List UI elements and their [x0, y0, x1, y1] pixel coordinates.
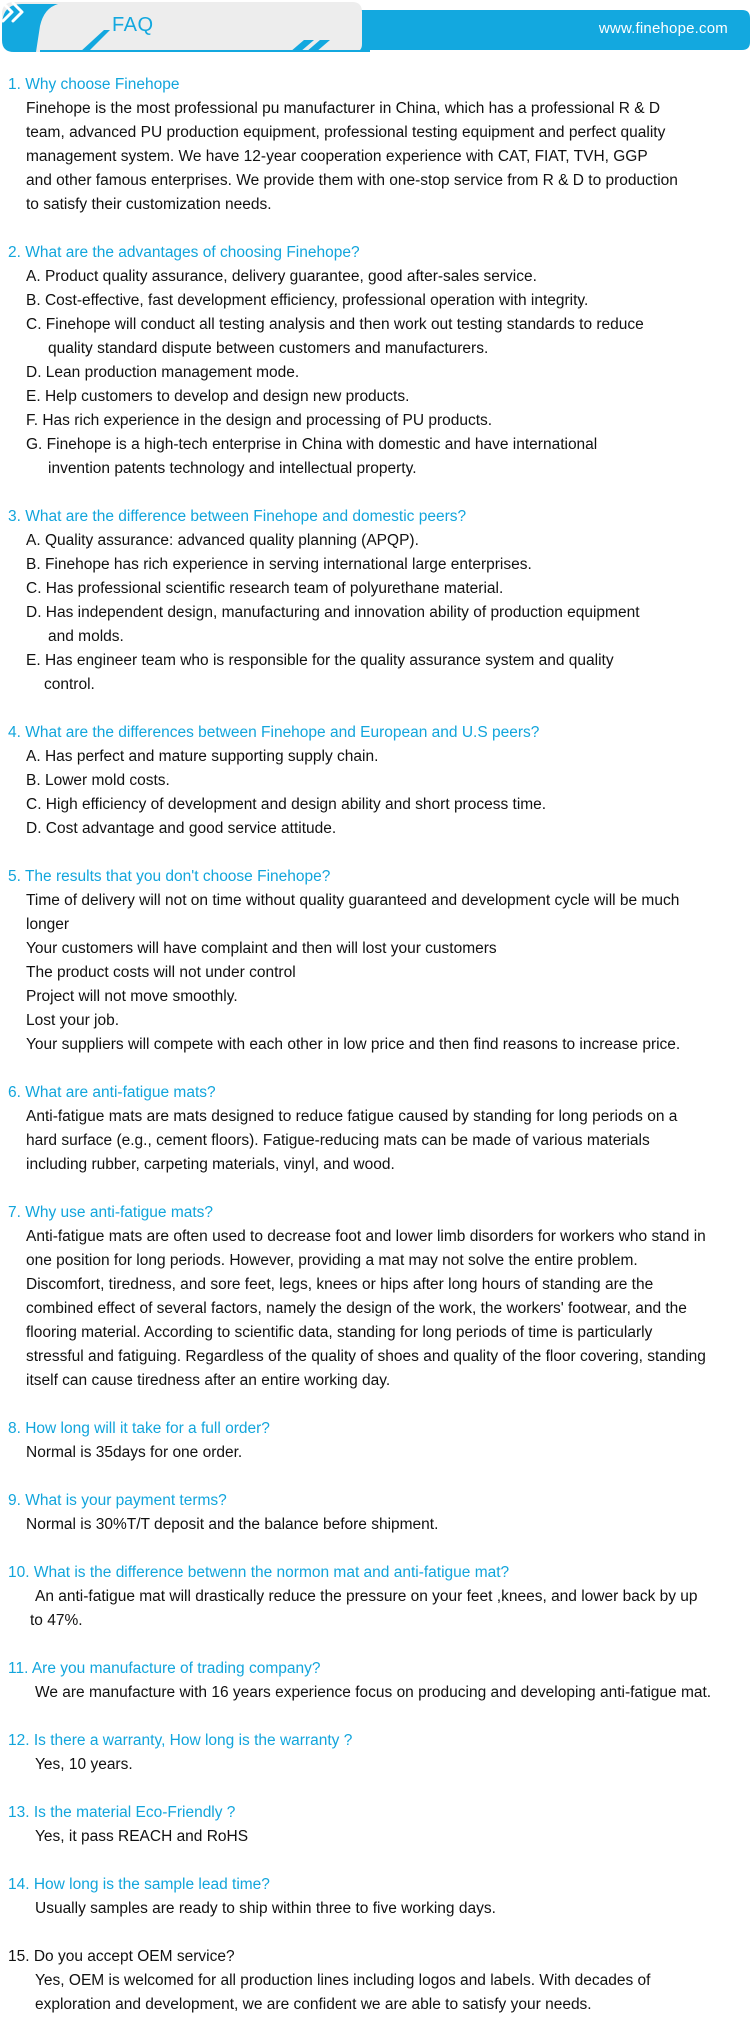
answer-line: G. Finehope is a high-tech enterprise in China with domestic and have international [26, 436, 598, 453]
answer-line: including rubber, carpeting materials, vinyl, and wood. [26, 1156, 395, 1173]
faq-answer [0, 745, 750, 841]
answer-line: Anti-fatigue mats are often used to decrease foot and lower limb disorders for workers who stand in [26, 1228, 706, 1245]
answer-line: Yes, OEM is welcomed for all production lines including logos and labels. With decades of [35, 1972, 651, 1989]
faq-question: 6. What are anti-fatigue mats? [8, 1084, 216, 1101]
answer-line: Project will not move smoothly. [26, 988, 238, 1005]
faq-question: 2. What are the advantages of choosing Finehope? [8, 244, 360, 261]
faq-question: 14. How long is the sample lead time? [8, 1876, 270, 1893]
faq-question: 7. Why use anti-fatigue mats? [8, 1204, 214, 1221]
faq-list [0, 73, 750, 2041]
answer-line: The product costs will not under control [26, 964, 296, 981]
answer-line: one position for long periods. However, providing a mat may not solve the entire problem. [26, 1252, 638, 1269]
answer-line: We are manufacture with 16 years experience focus on producing and developing anti-fatigue mat. [35, 1684, 712, 1701]
answer-line: Usually samples are ready to ship within three to five working days. [35, 1900, 496, 1917]
answer-line: Your customers will have complaint and then will lost your customers [26, 940, 497, 957]
faq-question: 5. The results that you don't choose Finehope? [8, 868, 331, 885]
answer-line: stressful and fatiguing. Regardless of the quality of shoes and quality of the floor covering, standing [26, 1348, 706, 1365]
faq-answer [0, 1681, 750, 1705]
faq-item-why-use-mats [0, 1201, 750, 1393]
answer-line: management system. We have 12-year cooperation experience with CAT, FIAT, TVH, GGP [26, 148, 648, 165]
answer-line: C. Has professional scientific research team of polyurethane material. [26, 580, 504, 597]
faq-item-manufacturer [0, 1657, 750, 1705]
faq-question: 12. Is there a warranty, How long is the warranty ? [8, 1732, 353, 1749]
faq-answer [0, 1441, 750, 1465]
answer-line: B. Lower mold costs. [26, 772, 170, 789]
answer-line: to 47%. [30, 1612, 83, 1629]
answer-line: flooring material. According to scientific data, standing for long periods of time is particularly [26, 1324, 653, 1341]
answer-line: itself can cause tiredness after an entire working day. [26, 1372, 391, 1389]
faq-question: 9. What is your payment terms? [8, 1492, 227, 1509]
faq-answer [0, 1105, 750, 1177]
faq-answer [0, 1585, 750, 1633]
faq-item-mat-difference [0, 1561, 750, 1633]
answer-line: exploration and development, we are confident we are able to satisfy your needs. [35, 1996, 592, 2013]
double-chevron-right-icon [0, 0, 28, 24]
answer-line: Normal is 30%T/T deposit and the balance before shipment. [26, 1516, 439, 1533]
answer-line: Your suppliers will compete with each other in low price and then find reasons to increase price. [26, 1036, 681, 1053]
faq-answer [0, 97, 750, 217]
faq-answer [0, 1897, 750, 1921]
answer-line: team, advanced PU production equipment, professional testing equipment and perfect quality [26, 124, 666, 141]
answer-line: E. Help customers to develop and design new products. [26, 388, 410, 405]
faq-item-sample-lead-time [0, 1873, 750, 1921]
answer-line: D. Cost advantage and good service attitude. [26, 820, 337, 837]
faq-answer [0, 1825, 750, 1849]
faq-answer [0, 529, 750, 697]
answer-line: invention patents technology and intellectual property. [48, 460, 417, 477]
answer-line: combined effect of several factors, namely the design of the work, the workers' footwear, and the [26, 1300, 687, 1317]
faq-item-payment-terms [0, 1489, 750, 1537]
faq-question: 4. What are the differences between Finehope and European and U.S peers? [8, 724, 540, 741]
answer-line: C. High efficiency of development and design ability and short process time. [26, 796, 547, 813]
faq-question: 11. Are you manufacture of trading company? [8, 1660, 321, 1677]
answer-line: D. Lean production management mode. [26, 364, 300, 381]
faq-question: 1. Why choose Finehope [8, 76, 180, 93]
answer-line: A. Has perfect and mature supporting supply chain. [26, 748, 379, 765]
answer-line: hard surface (e.g., cement floors). Fatigue-reducing mats can be made of various materials [26, 1132, 650, 1149]
answer-line: D. Has independent design, manufacturing and innovation ability of production equipment [26, 604, 640, 621]
faq-question: 10. What is the difference betwenn the normon mat and anti-fatigue mat? [8, 1564, 510, 1581]
page-title: FAQ [112, 14, 154, 36]
answer-line: A. Product quality assurance, delivery guarantee, good after-sales service. [26, 268, 537, 285]
answer-line: Yes, 10 years. [35, 1756, 133, 1773]
answer-line: Discomfort, tiredness, and sore feet, legs, knees or hips after long hours of standing are the [26, 1276, 654, 1293]
answer-line: and molds. [48, 628, 124, 645]
answer-line: E. Has engineer team who is responsible for the quality assurance system and quality [26, 652, 614, 669]
faq-item-domestic-peers [0, 505, 750, 697]
answer-line: A. Quality assurance: advanced quality planning (APQP). [26, 532, 419, 549]
answer-line: Anti-fatigue mats are mats designed to reduce fatigue caused by standing for long periods on a [26, 1108, 678, 1125]
answer-line: F. Has rich experience in the design and processing of PU products. [26, 412, 493, 429]
faq-item-why-choose [0, 73, 750, 217]
faq-item-eco-friendly [0, 1801, 750, 1849]
faq-item-results [0, 865, 750, 1057]
faq-answer [0, 265, 750, 481]
answer-line: C. Finehope will conduct all testing analysis and then work out testing standards to reduce [26, 316, 644, 333]
faq-item-advantages [0, 241, 750, 481]
answer-line: and other famous enterprises. We provide them with one-stop service from R & D to production [26, 172, 678, 189]
faq-question: 3. What are the difference between Finehope and domestic peers? [8, 508, 467, 525]
answer-line: B. Cost-effective, fast development efficiency, professional operation with integrity. [26, 292, 589, 309]
faq-answer [0, 1969, 750, 2017]
faq-question: 15. Do you accept OEM service? [8, 1948, 235, 1965]
answer-line: B. Finehope has rich experience in serving international large enterprises. [26, 556, 532, 573]
faq-answer [0, 1753, 750, 1777]
answer-line: control. [44, 676, 95, 693]
faq-question: 13. Is the material Eco-Friendly ? [8, 1804, 236, 1821]
answer-line: Finehope is the most professional pu manufacturer in China, which has a professional R & D [26, 100, 661, 117]
faq-question: 8. How long will it take for a full order? [8, 1420, 270, 1437]
website-url[interactable]: www.finehope.com [598, 20, 728, 37]
answer-line: Time of delivery will not on time without quality guaranteed and development cycle will be much [26, 892, 680, 909]
faq-answer [0, 1225, 750, 1393]
faq-item-eu-us-peers [0, 721, 750, 841]
faq-item-oem-service [0, 1945, 750, 2017]
faq-answer [0, 889, 750, 1057]
answer-line: Normal is 35days for one order. [26, 1444, 243, 1461]
faq-header-banner [0, 0, 750, 58]
answer-line: quality standard dispute between customers and manufacturers. [48, 340, 489, 357]
faq-item-what-are-mats [0, 1081, 750, 1177]
answer-line: Yes, it pass REACH and RoHS [35, 1828, 249, 1845]
answer-line: longer [26, 916, 70, 933]
answer-line: An anti-fatigue mat will drastically reduce the pressure on your feet ,knees, and lower back by up [35, 1588, 698, 1605]
answer-line: Lost your job. [26, 1012, 120, 1029]
faq-item-warranty [0, 1729, 750, 1777]
faq-answer [0, 1513, 750, 1537]
faq-item-order-time [0, 1417, 750, 1465]
answer-line: to satisfy their customization needs. [26, 196, 272, 213]
